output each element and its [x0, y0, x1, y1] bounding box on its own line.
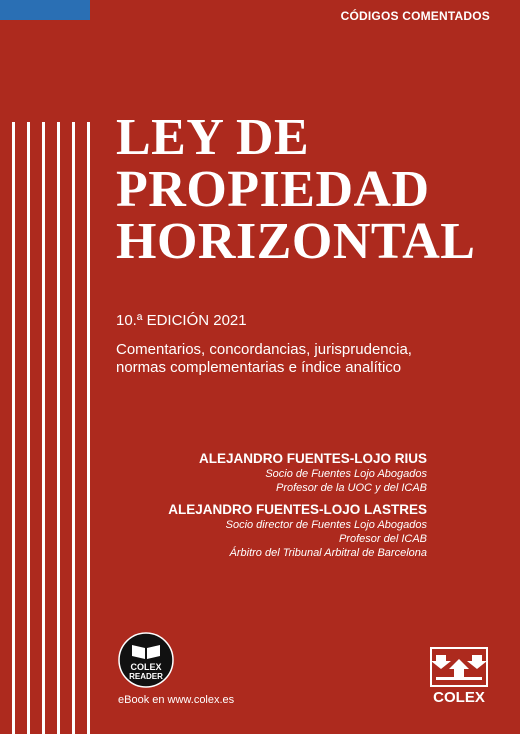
- author-1: [168, 450, 427, 495]
- title-line-1: LEY DE: [116, 109, 310, 166]
- badge-line-2: READER: [129, 672, 163, 681]
- title-line-3: HORIZONTAL: [116, 213, 476, 270]
- author-role: Socio director de Fuentes Lojo Abogados: [225, 519, 427, 531]
- badge-line-1: COLEX: [130, 662, 162, 672]
- authors: [168, 450, 427, 560]
- stripe: [27, 122, 30, 734]
- subtitle: [116, 341, 412, 377]
- stripe: [72, 122, 75, 734]
- stripe: [42, 122, 45, 734]
- author-role: Socio de Fuentes Lojo Abogados: [265, 468, 427, 480]
- edition-label: 10.ª EDICIÓN 2021: [116, 312, 247, 329]
- author-role: Árbitro del Tribunal Arbitral de Barcelona: [229, 547, 427, 559]
- ebook-link-text: eBook en www.colex.es: [118, 694, 235, 706]
- title-line-2: PROPIEDAD: [116, 161, 430, 218]
- author-role: Profesor de la UOC y del ICAB: [275, 482, 427, 494]
- stripe: [87, 122, 90, 734]
- stripe: [12, 122, 15, 734]
- author-2: [168, 501, 427, 560]
- subtitle-line-1: Comentarios, concordancias, jurisprudencia,: [116, 341, 412, 358]
- author-role: Profesor del ICAB: [338, 533, 427, 545]
- colex-reader-badge: [118, 632, 174, 688]
- author-name: ALEJANDRO FUENTES-LOJO LASTRES: [168, 502, 427, 517]
- publisher-name: COLEX: [433, 689, 485, 705]
- subtitle-line-2: normas complementarias e índice analítico: [116, 359, 402, 376]
- colex-logo: [430, 647, 488, 705]
- series-label: CÓDIGOS COMENTADOS: [340, 9, 490, 23]
- blue-corner-tab: [0, 0, 90, 20]
- author-name: ALEJANDRO FUENTES-LOJO RIUS: [198, 451, 427, 466]
- stripe: [57, 122, 60, 734]
- book-title: [116, 109, 476, 270]
- arrows-logo-icon: [431, 648, 487, 686]
